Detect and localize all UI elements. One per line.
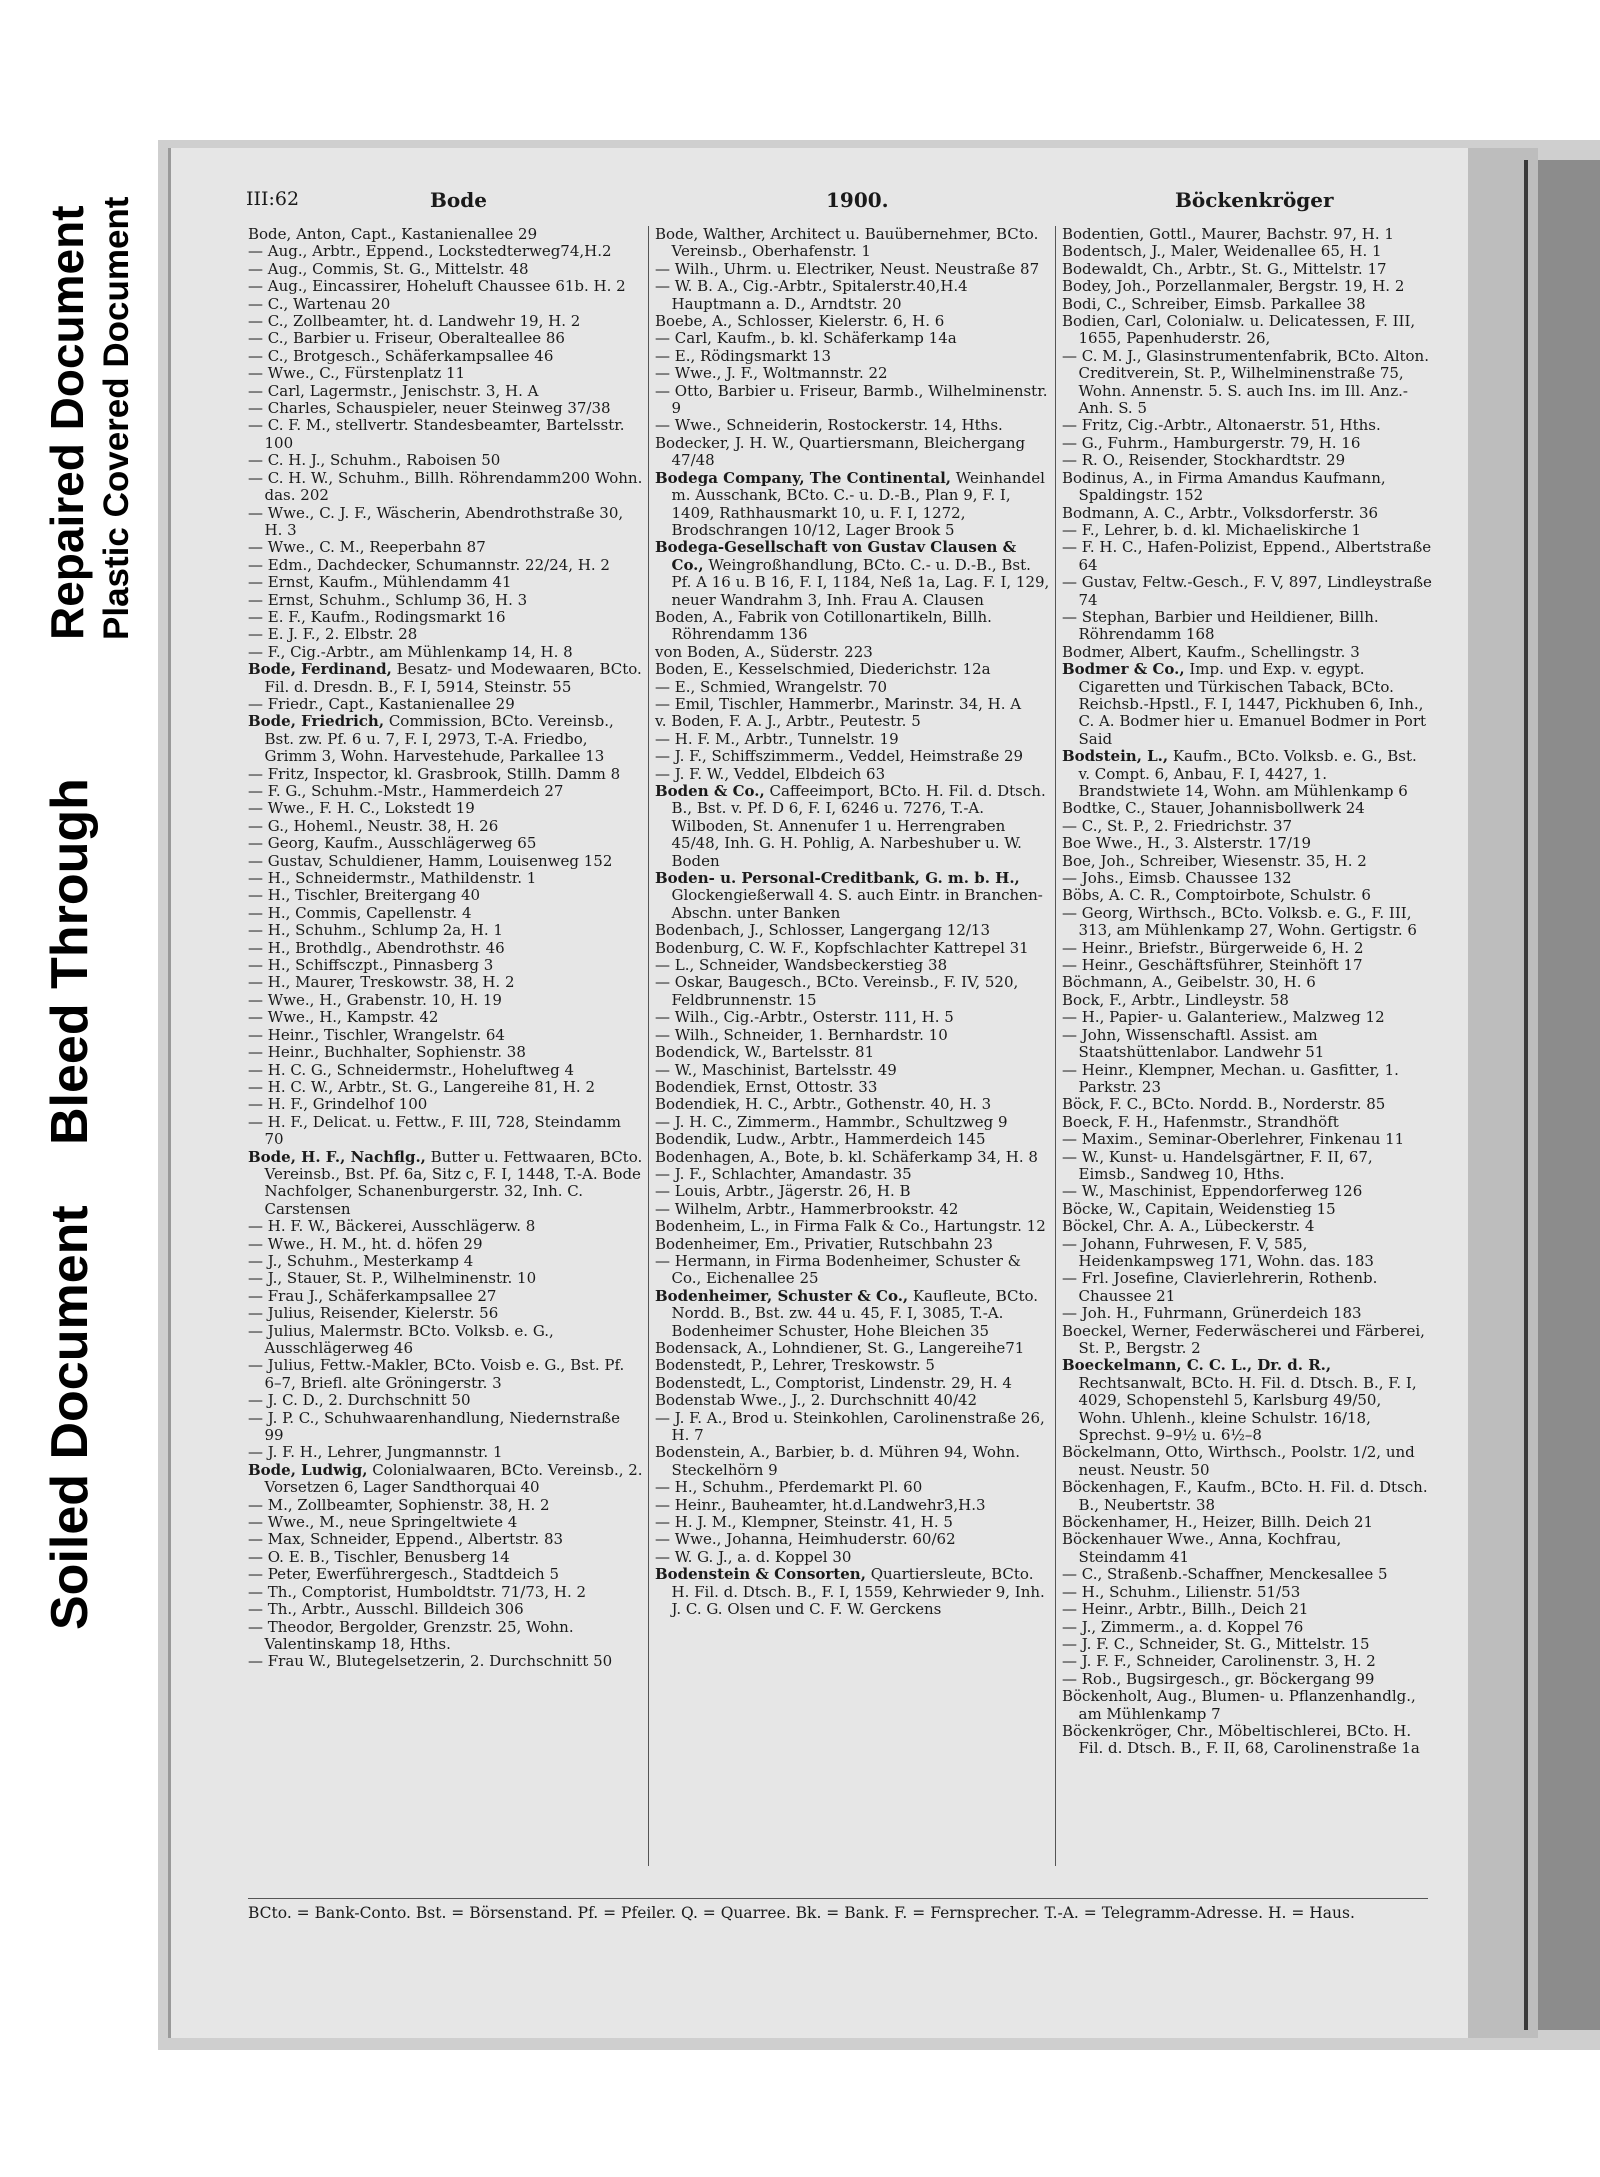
directory-entry: — Wwe., H., Kampstr. 42 (248, 1008, 439, 1027)
directory-entry: Bodi, C., Schreiber, Eimsb. Parkallee 38 (1062, 294, 1366, 313)
directory-entry: Bodendick, W., Bartelsstr. 81 (655, 1043, 875, 1062)
directory-entry: — Wwe., Schneiderin, Rostockerstr. 14, Hths. (655, 416, 1003, 435)
directory-entry: — J. F., Schlachter, Amandastr. 35 (655, 1164, 912, 1183)
directory-entry: — F. G., Schuhm.-Mstr., Hammerdeich 27 (248, 782, 564, 800)
directory-entry: — Joh. H., Fuhrmann, Grünerdeich 183 (1062, 1304, 1362, 1323)
directory-entry: Bodenstedt, L., Comptorist, Lindenstr. 29, H. 4 (655, 1373, 1012, 1392)
directory-entry: Bodecker, J. H. W., Quartiersmann, Bleichergang 47/48 (655, 433, 1026, 470)
directory-entry: — H. F. M., Arbtr., Tunnelstr. 19 (655, 729, 899, 748)
directory-entry: — H., Brothdlg., Abendrothstr. 46 (248, 938, 505, 957)
directory-entry: — C., Straßenb.-Schaffner, Menckesallee 5 (1062, 1565, 1388, 1584)
directory-entry: — Wwe., Johanna, Heimhuderstr. 60/62 (655, 1530, 956, 1549)
directory-entry: — Max, Schneider, Eppend., Albertstr. 83 (248, 1530, 564, 1549)
directory-entry: — Wwe., C. J. F., Wäscherin, Abendrothstraße 30, H. 3 (248, 503, 624, 539)
directory-entry: — C., Wartenau 20 (248, 294, 391, 313)
directory-entry: — Georg, Kaufm., Ausschlägerweg 65 (248, 834, 537, 853)
directory-entry: — Julius, Malermstr. BCto. Volksb. e. G., Ausschlägerweg 46 (248, 1321, 554, 1357)
directory-entry: — C., Brotgesch., Schäferkampsallee 46 (248, 346, 554, 365)
directory-entry: Bodenstein & Consorten, Quartiersleute, BCto. H. Fil. d. Dtsch. B., F. I, 1559, Kehrwieder 9, Inh. J. C. G. Olsen und C. F. W. Gerckens (655, 1565, 1045, 1619)
directory-entry: — Gustav, Feltw.-Gesch., F. V, 897, Lindleystraße 74 (1062, 573, 1432, 609)
bleed-through-stamp: Bleed Through (41, 778, 99, 1145)
directory-entry: Bodensack, A., Lohndiener, St. G., Langereihe71 (655, 1339, 1025, 1357)
directory-entry: — Carl, Kaufm., b. kl. Schäferkamp 14a (655, 329, 957, 348)
directory-entry: — H., Tischler, Breitergang 40 (248, 886, 481, 905)
directory-entry: — F. H. C., Hafen-Polizist, Eppend., Albertstraße 64 (1062, 538, 1432, 574)
directory-entry: Bodenheimer, Schuster & Co., Kaufleute, BCto. Nordd. B., Bst. zw. 44 u. 45, F. I, 3085, T.-A. Bodenheimer Schuster, Hohe Bleichen 35 (655, 1286, 1039, 1340)
directory-entry: — Wwe., C., Fürstenplatz 11 (248, 364, 466, 383)
directory-entry: Böckenhamer, H., Heizer, Billh. Deich 21 (1062, 1513, 1374, 1532)
directory-entry: Bodmer & Co., Imp. und Exp. v. egypt. Cigaretten und Türkischen Taback, BCto. Reichsb.-Hpstl., F. I, 1447, Pickhuben 6, Inh., C. A. Bodmer hier u. Emanuel Bodmer in Port Said (1062, 660, 1427, 748)
directory-entry: — Edm., Dachdecker, Schumannstr. 22/24, H. 2 (248, 555, 610, 574)
directory-entry: Bodendik, Ludw., Arbtr., Hammerdeich 145 (655, 1130, 986, 1149)
directory-entry: — Fritz, Cig.-Arbtr., Altonaerstr. 51, Hths. (1062, 416, 1381, 435)
directory-entry: — Heinr., Buchhalter, Sophienstr. 38 (248, 1043, 526, 1062)
directory-entry: — Th., Arbtr., Ausschl. Billdeich 306 (248, 1600, 524, 1619)
directory-entry: — H. J. M., Klempner, Steinstr. 41, H. 5 (655, 1513, 953, 1532)
directory-entry: — C., Zollbeamter, ht. d. Landwehr 19, H. 2 (248, 312, 581, 331)
directory-entry: — Julius, Fettw.-Makler, BCto. Voisb e. G., Bst. Pf. 6–7, Briefl. alte Gröningerstr. 3 (248, 1356, 625, 1392)
directory-entry: Bodentien, Gottl., Maurer, Bachstr. 97, H. 1 (1062, 225, 1394, 243)
directory-entry: Böchmann, A., Geibelstr. 30, H. 6 (1062, 973, 1316, 992)
directory-entry: — J., Stauer, St. P., Wilhelminenstr. 10 (248, 1269, 537, 1288)
directory-entry: Bodentsch, J., Maler, Weidenallee 65, H. 1 (1062, 242, 1382, 261)
directory-entry: — Gustav, Schuldiener, Hamm, Louisenweg 152 (248, 851, 613, 870)
directory-entry: — J. H. C., Zimmerm., Hammbr., Schultzweg 9 (655, 1112, 1008, 1131)
directory-entry: Boden- u. Personal-Creditbank, G. m. b. H., Glockengießerwall 4. S. auch Eintr. in Branchen-Abschn. unter Banken (655, 869, 1043, 922)
directory-entry: Bodega-Gesellschaft von Gustav Clausen & Co., Weingroßhandlung, BCto. C.- u. D.-B., Bst. Pf. A 16 u. B 16, F. I, 1184, Neß 1a, Lag. F. I, 129, neuer Wandrahm 3, Inh. Frau A. Clausen (655, 538, 1050, 609)
directory-entry: Böbs, A. C. R., Comptoirbote, Schulstr. 6 (1062, 886, 1371, 905)
directory-entry: Bodenhagen, A., Bote, b. kl. Schäferkamp 34, H. 8 (655, 1147, 1038, 1166)
directory-entry: — H., Papier- u. Galanteriew., Malzweg 12 (1062, 1008, 1385, 1027)
directory-entry: — H., Schiffsczpt., Pinnasberg 3 (248, 956, 494, 975)
directory-entry: Bode, Anton, Capt., Kastanienallee 29 (248, 225, 538, 243)
directory-entry: Böcke, W., Capitain, Weidenstieg 15 (1062, 1199, 1336, 1218)
column-1 (248, 226, 643, 1671)
directory-entry: — R. O., Reisender, Stockhardtstr. 29 (1062, 451, 1346, 470)
directory-entry: — John, Wissenschaftl. Assist. am Staatshüttenlabor. Landwehr 51 (1062, 1025, 1325, 1062)
directory-entry: — Emil, Tischler, Hammerbr., Marinstr. 34, H. A (655, 694, 1022, 713)
directory-entry: — Heinr., Geschäftsführer, Steinhöft 17 (1062, 956, 1363, 975)
directory-entry: — Wwe., M., neue Springeltwiete 4 (248, 1513, 518, 1532)
directory-entry: Bodenstedt, P., Lehrer, Treskowstr. 5 (655, 1356, 935, 1375)
directory-entry: — J. F. H., Lehrer, Jungmannstr. 1 (248, 1443, 503, 1462)
directory-entry: Bodewaldt, Ch., Arbtr., St. G., Mittelstr. 17 (1062, 259, 1387, 278)
directory-entry: — H. C. G., Schneidermstr., Hoheluftweg 4 (248, 1060, 575, 1079)
directory-entry: — J., Zimmerm., a. d. Koppel 76 (1062, 1617, 1304, 1636)
directory-entry: — W., Maschinist, Eppendorferweg 126 (1062, 1182, 1363, 1201)
directory-entry: — Wilh., Cig.-Arbtr., Osterstr. 111, H. 5 (655, 1008, 954, 1027)
directory-entry: — Louis, Arbtr., Jägerstr. 26, H. B (655, 1182, 911, 1201)
directory-entry: Bodenbach, J., Schlosser, Langergang 12/13 (655, 921, 991, 940)
directory-entry: von Boden, A., Süderstr. 223 (655, 642, 873, 661)
directory-entry: — Wilh., Schneider, 1. Bernhardstr. 10 (655, 1025, 948, 1044)
directory-entry: Bodey, Joh., Porzellanmaler, Bergstr. 19, H. 2 (1062, 277, 1405, 296)
directory-entry: Bodtke, C., Stauer, Johannisbollwerk 24 (1062, 799, 1365, 818)
directory-entry: — Frau J., Schäferkampsallee 27 (248, 1286, 497, 1305)
directory-entry: — E. J. F., 2. Elbstr. 28 (248, 625, 418, 644)
directory-entry: — Johs., Eimsb. Chaussee 132 (1062, 869, 1292, 888)
directory-entry: — Julius, Reisender, Kielerstr. 56 (248, 1304, 499, 1323)
directory-entry: — H., Commis, Capellenstr. 4 (248, 903, 472, 922)
directory-entry: — H. F., Delicat. u. Fettw., F. III, 728, Steindamm 70 (248, 1112, 621, 1149)
directory-entry: Bodmann, A. C., Arbtr., Volksdorferstr. 36 (1062, 503, 1379, 522)
directory-entry: — Stephan, Barbier und Heildiener, Billh. Röhrendamm 168 (1062, 607, 1379, 644)
directory-entry: Boebe, A., Schlosser, Kielerstr. 6, H. 6 (655, 312, 945, 331)
directory-entry: — H., Maurer, Treskowstr. 38, H. 2 (248, 973, 515, 992)
directory-entry: — H., Schuhm., Pferdemarkt Pl. 60 (655, 1478, 923, 1497)
header-left-word: Bode (430, 188, 487, 212)
directory-entry: — G., Hoheml., Neustr. 38, H. 26 (248, 816, 499, 835)
directory-entry: — F., Lehrer, b. d. kl. Michaeliskirche 1 (1062, 520, 1362, 539)
directory-entry: — Georg, Wirthsch., BCto. Volksb. e. G., F. III, 313, am Mühlenkamp 27, Wohn. Gertigstr. 6 (1062, 903, 1417, 940)
directory-entry: Bodenstein, A., Barbier, b. d. Mühren 94, Wohn. Steckelhörn 9 (655, 1443, 1020, 1479)
column-rule (648, 226, 649, 1866)
directory-entry: Bodstein, L., Kaufm., BCto. Volksb. e. G., Bst. v. Compt. 6, Anbau, F. I, 4427, 1. Brandstwiete 14, Wohn. am Mühlenkamp 6 (1062, 747, 1417, 800)
directory-entry: — J. F. C., Schneider, St. G., Mittelstr. 15 (1062, 1634, 1370, 1653)
directory-entry: Bodendiek, H. C., Arbtr., Gothenstr. 40, H. 3 (655, 1095, 992, 1114)
directory-entry: — Th., Comptorist, Humboldtstr. 71/73, H. 2 (248, 1582, 587, 1601)
directory-entry: — Frau W., Blutegelsetzerin, 2. Durchschnitt 50 (248, 1652, 613, 1671)
header-year: 1900. (826, 188, 889, 212)
page-binding-line (1524, 160, 1528, 2030)
column-2 (655, 226, 1050, 1619)
directory-entry: — Wwe., H., Grabenstr. 10, H. 19 (248, 990, 502, 1009)
directory-entry: — H., Schneidermstr., Mathildenstr. 1 (248, 869, 537, 888)
directory-entry: — Ernst, Schuhm., Schlump 36, H. 3 (248, 590, 528, 609)
directory-entry: — Wwe., F. H. C., Lokstedt 19 (248, 799, 475, 818)
directory-entry: — Fritz, Inspector, kl. Grasbrook, Stillh. Damm 8 (248, 764, 621, 783)
directory-entry: — J. F. F., Schneider, Carolinenstr. 3, H. 2 (1062, 1652, 1376, 1671)
directory-entry: Bode, Ferdinand, Besatz- und Modewaaren, BCto. Fil. d. Dresdn. B., F. I, 5914, Steinstr. 55 (248, 660, 642, 696)
column-rule (1055, 226, 1056, 1866)
directory-entry: — Wilhelm, Arbtr., Hammerbrookstr. 42 (655, 1199, 959, 1218)
directory-entry: — W., Maschinist, Bartelsstr. 49 (655, 1060, 897, 1079)
directory-entry: Bodien, Carl, Colonialw. u. Delicatessen, F. III, 1655, Papenhuderstr. 26, (1062, 312, 1416, 348)
directory-entry: — W. B. A., Cig.-Arbtr., Spitalerstr.40,H.4 Hauptmann a. D., Arndtstr. 20 (655, 277, 968, 313)
directory-entry: — Peter, Ewerführergesch., Stadtdeich 5 (248, 1565, 560, 1584)
directory-entry: — H. F., Grindelhof 100 (248, 1095, 428, 1114)
directory-entry: — J. C. D., 2. Durchschnitt 50 (248, 1391, 471, 1410)
directory-entry: — Maxim., Seminar-Oberlehrer, Finkenau 11 (1062, 1130, 1405, 1149)
next-page-edge (1538, 160, 1600, 2030)
directory-entry: Böckenkröger, Chr., Möbeltischlerei, BCto. H. Fil. d. Dtsch. B., F. II, 68, Carolinenstraße 1a (1062, 1721, 1420, 1758)
directory-entry: Bodinus, A., in Firma Amandus Kaufmann, Spaldingstr. 152 (1062, 468, 1386, 505)
directory-entry: — J. F. W., Veddel, Elbdeich 63 (655, 764, 886, 783)
page-number: III:62 (246, 188, 300, 210)
directory-entry: Böckenholt, Aug., Blumen- u. Pflanzenhandlg., am Mühlenkamp 7 (1062, 1687, 1416, 1723)
directory-entry: — Carl, Lagermstr., Jenischstr. 3, H. A (248, 381, 539, 400)
directory-entry: — Wwe., H. M., ht. d. höfen 29 (248, 1234, 483, 1253)
directory-entry: — H. C. W., Arbtr., St. G., Langereihe 81, H. 2 (248, 1077, 595, 1096)
directory-entry: Bodmer, Albert, Kaufm., Schellingstr. 3 (1062, 642, 1360, 661)
abbreviation-key: BCto. = Bank-Conto. Bst. = Börsenstand. Pf. = Pfeiler. Q. = Quarree. Bk. = Bank. F. = Fernsprecher. T.-A. = Telegramm-Adresse. H. = Haus. (248, 1904, 1355, 1922)
directory-entry: — Aug., Commis, St. G., Mittelstr. 48 (248, 259, 529, 278)
directory-entry: Bodenstab Wwe., J., 2. Durchschnitt 40/42 (655, 1391, 978, 1410)
directory-entry: — J., Schuhm., Mesterkamp 4 (248, 1251, 474, 1270)
directory-entry: Bodenheimer, Em., Privatier, Rutschbahn 23 (655, 1234, 993, 1253)
directory-entry: Böckenhauer Wwe., Anna, Kochfrau, Steindamm 41 (1062, 1530, 1342, 1566)
directory-entry: Bock, F., Arbtr., Lindleystr. 58 (1062, 990, 1289, 1009)
directory-entry: — J. F. A., Brod u. Steinkohlen, Carolinenstraße 26, H. 7 (655, 1408, 1045, 1445)
directory-entry: Boden, A., Fabrik von Cotillonartikeln, Billh. Röhrendamm 136 (655, 607, 992, 644)
directory-entry: Boe Wwe., H., 3. Alsterstr. 17/19 (1062, 834, 1312, 853)
directory-entry: Böckelmann, Otto, Wirthsch., Poolstr. 1/2, und neust. Neustr. 50 (1062, 1443, 1415, 1479)
directory-entry: — Johann, Fuhrwesen, F. V, 585, Heidenkampsweg 171, Wohn. das. 183 (1062, 1234, 1374, 1270)
footer-rule (248, 1898, 1428, 1899)
directory-entry: — Aug., Arbtr., Eppend., Lockstedterweg74,H.2 (248, 242, 612, 261)
directory-entry: — Heinr., Klempner, Mechan. u. Gasfitter, 1. Parkstr. 23 (1062, 1060, 1399, 1096)
directory-entry: Bodega Company, The Continental, Weinhandel m. Ausschank, BCto. C.- u. D.-B., Plan 9, F. I, 1409, Rathhausmarkt 10, u. F. I, 1272, Brodschrangen 10/12, Lager Brook 5 (655, 468, 1045, 539)
directory-entry: Boe, Joh., Schreiber, Wiesenstr. 35, H. 2 (1062, 851, 1367, 870)
directory-entry: — Wilh., Uhrm. u. Electriker, Neust. Neustraße 87 (655, 259, 1040, 278)
directory-entry: Boden & Co., Caffeeimport, BCto. H. Fil. d. Dtsch. B., Bst. v. Pf. D 6, F. I, 6246 u. 7276, T.-A. Wilboden, St. Annenufer 1 u. Herrengraben 45/48, Inh. G. H. Pohlig, A. Narbeshuber u. W. Boden (655, 782, 1046, 870)
directory-entry: — C. M. J., Glasinstrumentenfabrik, BCto. Alton. Creditverein, St. P., Wilhelminenstraße 75, Wohn. Annenstr. 5. S. auch Ins. im Ill. Anz.-Anh. S. 5 (1062, 346, 1429, 418)
directory-entry: — Heinr., Arbtr., Billh., Deich 21 (1062, 1600, 1309, 1619)
directory-entry: — H. F. W., Bäckerei, Ausschlägerw. 8 (248, 1217, 536, 1236)
directory-entry: Boeck, F. H., Hafenmstr., Strandhöft (1062, 1112, 1339, 1131)
directory-entry: Bodenburg, C. W. F., Kopfschlachter Kattrepel 31 (655, 938, 1029, 957)
directory-entry: — Charles, Schauspieler, neuer Steinweg 37/38 (248, 399, 611, 418)
directory-entry: — Heinr., Bauheamter, ht.d.Landwehr3,H.3 (655, 1495, 986, 1514)
directory-entry: — J. P. C., Schuhwaarenhandlung, Niedernstraße 99 (248, 1408, 621, 1445)
directory-entry: — Heinr., Briefstr., Bürgerweide 6, H. 2 (1062, 938, 1364, 957)
soiled-document-stamp: Soiled Document (41, 1205, 99, 1630)
directory-entry: — E. F., Kaufm., Rodingsmarkt 16 (248, 607, 506, 626)
directory-entry: Boden, E., Kesselschmied, Diederichstr. 12a (655, 660, 991, 679)
directory-entry: Bodendiek, Ernst, Ottostr. 33 (655, 1077, 878, 1096)
header-right-word: Böckenkröger (1175, 188, 1334, 212)
directory-entry: Boeckelmann, C. C. L., Dr. d. R., Rechtsanwalt, BCto. H. Fil. d. Dtsch. B., F. I, 4029, Schopenstehl 5, Karlsburg 49/50, Wohn. Uhlenh., kleine Schulstr. 16/18, Sprechst. 9–9½ u. 6½–8 (1062, 1356, 1417, 1445)
column-3 (1062, 226, 1432, 1758)
directory-entry: — E., Schmied, Wrangelstr. 70 (655, 677, 888, 696)
directory-entry: — Oskar, Baugesch., BCto. Vereinsb., F. IV, 520, Feldbrunnenstr. 15 (655, 973, 1019, 1009)
directory-entry: — Wwe., C. M., Reeperbahn 87 (248, 538, 486, 557)
directory-entry: Bode, H. F., Nachflg., Butter u. Fettwaaren, BCto. Vereinsb., Bst. Pf. 6a, Sitz c, F. I, 1448, T.-A. Bode Nachfolger, Schanenburgerstr. 32, Inh. C. Carstensen (248, 1147, 643, 1218)
directory-entry: — E., Rödingsmarkt 13 (655, 346, 832, 365)
directory-entry: — H., Schuhm., Lilienstr. 51/53 (1062, 1582, 1301, 1601)
directory-entry: — F., Cig.-Arbtr., am Mühlenkamp 14, H. 8 (248, 642, 573, 661)
directory-entry: — Frl. Josefine, Clavierlehrerin, Rothenb. Chaussee 21 (1062, 1269, 1378, 1305)
directory-entry: Böck, F. C., BCto. Nordd. B., Norderstr. 85 (1062, 1095, 1386, 1114)
directory-entry: — C., Barbier u. Friseur, Oberalteallee 86 (248, 329, 565, 348)
directory-entry: — M., Zollbeamter, Sophienstr. 38, H. 2 (248, 1495, 550, 1514)
directory-entry: — H., Schuhm., Schlump 2a, H. 1 (248, 921, 503, 940)
directory-entry: — L., Schneider, Wandsbeckerstieg 38 (655, 956, 948, 975)
directory-entry: — Rob., Bugsirgesch., gr. Böckergang 99 (1062, 1669, 1375, 1688)
directory-entry: Bode, Walther, Architect u. Bauübernehmer, BCto. Vereinsb., Oberhafenstr. 1 (655, 225, 1039, 261)
repaired-document-stamp: Repaired Document (41, 205, 93, 640)
directory-entry: — C., St. P., 2. Friedrichstr. 37 (1062, 816, 1293, 835)
directory-entry: — Theodor, Bergolder, Grenzstr. 25, Wohn. Valentinskamp 18, Hths. (248, 1617, 574, 1653)
directory-entry: — C. F. M., stellvertr. Standesbeamter, Bartelsstr. 100 (248, 416, 625, 452)
directory-entry: Böckenhagen, F., Kaufm., BCto. H. Fil. d. Dtsch. B., Neubertstr. 38 (1062, 1478, 1428, 1514)
directory-entry: — O. E. B., Tischler, Benusberg 14 (248, 1547, 510, 1566)
directory-entry: Bodenheim, L., in Firma Falk & Co., Hartungstr. 12 (655, 1217, 1046, 1236)
directory-entry: — Wwe., J. F., Woltmannstr. 22 (655, 364, 888, 383)
directory-entry: — G., Fuhrm., Hamburgerstr. 79, H. 16 (1062, 433, 1361, 452)
directory-entry: — Friedr., Capt., Kastanienallee 29 (248, 694, 515, 713)
directory-entry: — C. H. W., Schuhm., Billh. Röhrendamm200 Wohn. das. 202 (248, 468, 643, 505)
directory-entry: — Otto, Barbier u. Friseur, Barmb., Wilhelminenstr. 9 (655, 381, 1048, 418)
directory-entry: Bode, Ludwig, Colonialwaaren, BCto. Vereinsb., 2. Vorsetzen 6, Lager Sandthorquai 40 (248, 1460, 643, 1497)
directory-entry: Boeckel, Werner, Federwäscherei und Färberei, St. P., Bergstr. 2 (1062, 1321, 1425, 1357)
directory-entry: v. Boden, F. A. J., Arbtr., Peutestr. 5 (655, 712, 921, 731)
directory-entry: — Heinr., Tischler, Wrangelstr. 64 (248, 1025, 505, 1044)
directory-entry: — Ernst, Kaufm., Mühlendamm 41 (248, 573, 512, 592)
directory-entry: — Hermann, in Firma Bodenheimer, Schuster & Co., Eichenallee 25 (655, 1251, 1022, 1288)
directory-entry: — W., Kunst- u. Handelsgärtner, F. II, 67, Eimsb., Sandweg 10, Hths. (1062, 1147, 1373, 1183)
plastic-covered-stamp: Plastic Covered Document (97, 196, 136, 640)
directory-entry: Bode, Friedrich, Commission, BCto. Vereinsb., Bst. zw. Pf. 6 u. 7, F. I, 2973, T.-A. Friedbo, Grimm 3, Wohn. Harvestehude, Parkallee 13 (248, 712, 614, 766)
directory-entry: — J. F., Schiffszimmerm., Veddel, Heimstraße 29 (655, 747, 1024, 766)
directory-entry: — W. G. J., a. d. Koppel 30 (655, 1547, 852, 1566)
directory-entry: — Aug., Eincassirer, Hoheluft Chaussee 61b. H. 2 (248, 277, 626, 296)
directory-entry: Böckel, Chr. A. A., Lübeckerstr. 4 (1062, 1217, 1315, 1236)
directory-entry: — C. H. J., Schuhm., Raboisen 50 (248, 451, 501, 470)
